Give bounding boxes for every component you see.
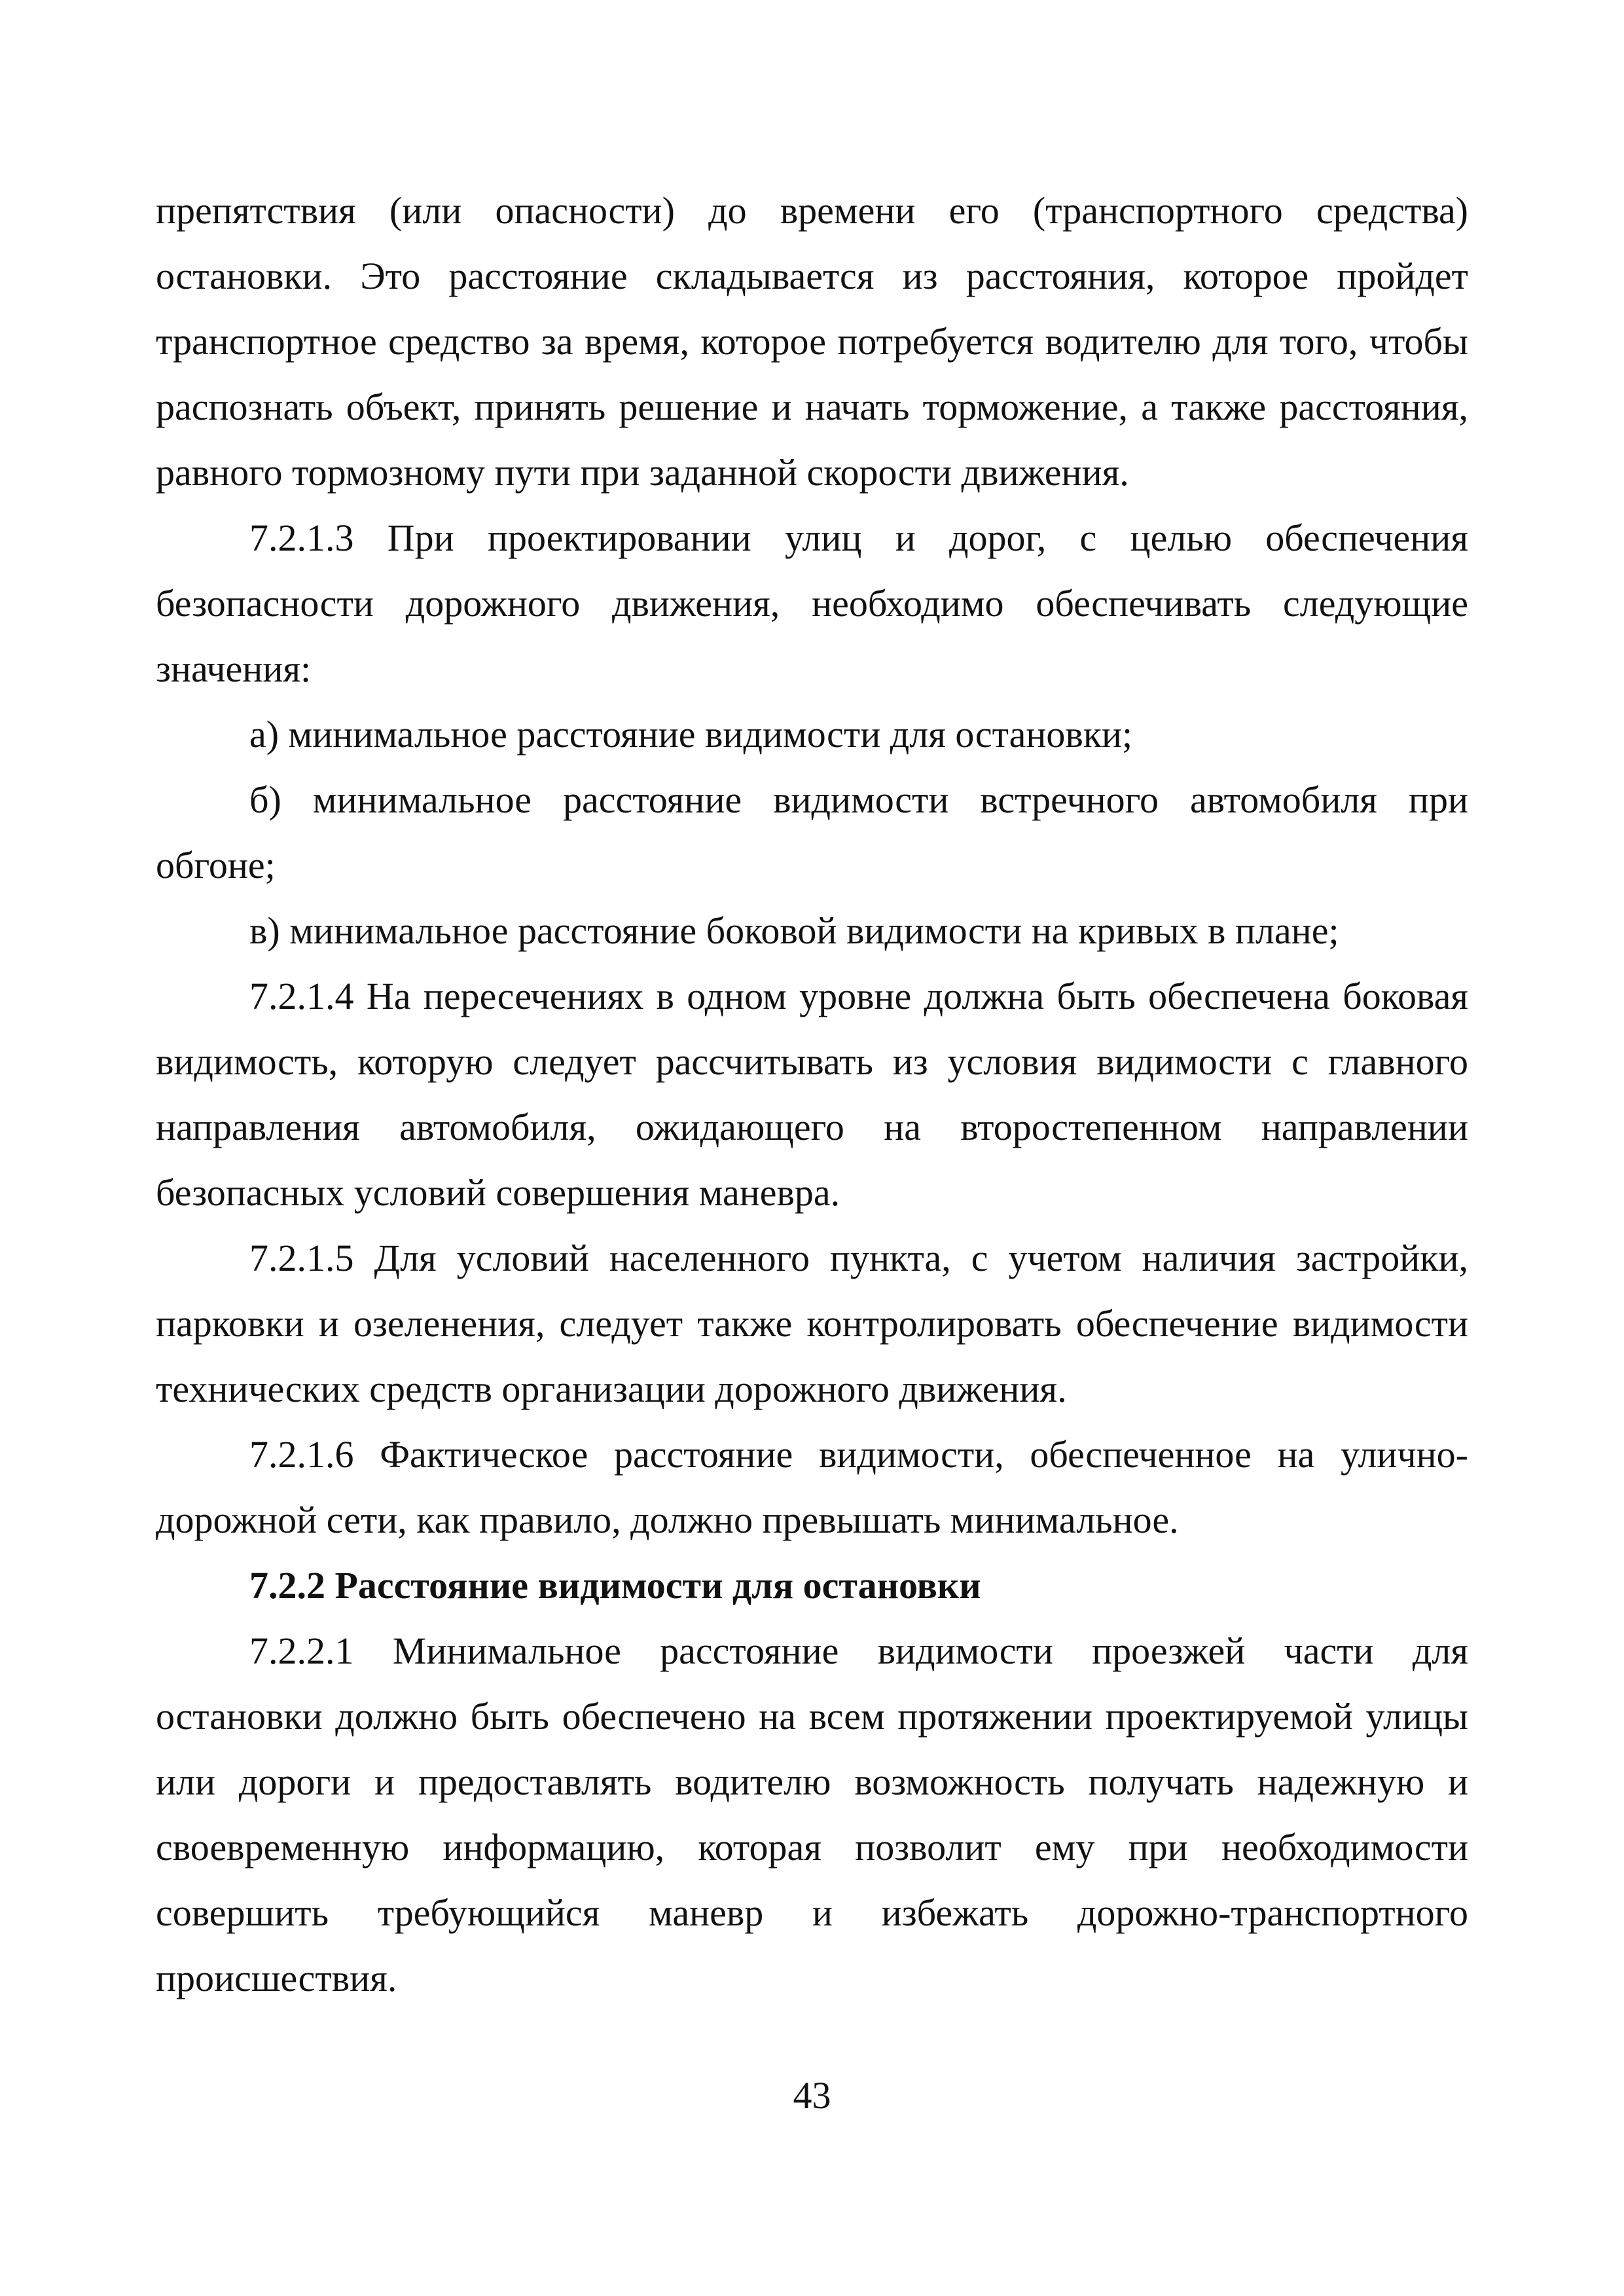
text-line: дорожной сети, как правило, должно превышать минимальное. <box>156 1499 1179 1541</box>
paragraph-7-2-2-1-line: 7.2.2.1 Минимальное расстояние видимости проезжей части для <box>249 1630 1468 1672</box>
text-line: препятствия (или опасности) до времени его (транспортного средства) <box>156 189 1468 232</box>
text-line: своевременную информацию, которая позволит ему при необходимости <box>156 1826 1468 1868</box>
list-item-c: в) минимальное расстояние боковой видимости на кривых в плане; <box>249 909 1339 952</box>
paragraph-7-2-1-3-line: 7.2.1.3 При проектировании улиц и дорог, с целью обеспечения <box>249 517 1468 559</box>
text-line: или дороги и предоставлять водителю возможность получать надежную и <box>156 1760 1468 1803</box>
text-line: происшествия. <box>156 1957 397 1999</box>
document-body <box>156 178 1468 2011</box>
list-item-b: б) минимальное расстояние видимости встречного автомобиля при <box>249 778 1468 821</box>
paragraph-7-2-1-6-line: 7.2.1.6 Фактическое расстояние видимости, обеспеченное на улично- <box>249 1433 1468 1476</box>
page-number: 43 <box>793 2074 831 2117</box>
text-line: распознать объект, принять решение и начать торможение, а также расстояния, <box>156 386 1468 428</box>
text-line: равного тормозному пути при заданной скорости движения. <box>156 451 1129 494</box>
list-item-a: а) минимальное расстояние видимости для остановки; <box>249 713 1133 756</box>
text-line: технических средств организации дорожного движения. <box>156 1368 1067 1410</box>
text-line: парковки и озеленения, следует также контролировать обеспечение видимости <box>156 1302 1468 1345</box>
text-line: остановки должно быть обеспечено на всем протяжении проектируемой улицы <box>156 1695 1468 1738</box>
text-line: значения: <box>156 647 312 690</box>
section-heading-7-2-2: 7.2.2 Расстояние видимости для остановки <box>249 1564 981 1607</box>
text-line: совершить требующийся маневр и избежать дорожно-транспортного <box>156 1891 1468 1934</box>
paragraph-7-2-1-4-line: 7.2.1.4 На пересечениях в одном уровне должна быть обеспечена боковая <box>249 975 1468 1017</box>
text-line: видимость, которую следует рассчитывать из условия видимости с главного <box>156 1040 1468 1083</box>
text-line: обгоне; <box>156 844 276 886</box>
text-line: транспортное средство за время, которое потребуется водителю для того, чтобы <box>156 320 1468 363</box>
text-line: безопасных условий совершения маневра. <box>156 1171 840 1214</box>
text-line: остановки. Это расстояние складывается из расстояния, которое пройдет <box>156 255 1468 297</box>
text-line: направления автомобиля, ожидающего на второстепенном направлении <box>156 1106 1468 1148</box>
text-line: безопасности дорожного движения, необходимо обеспечивать следующие <box>156 582 1468 625</box>
paragraph-7-2-1-5-line: 7.2.1.5 Для условий населенного пункта, с учетом наличия застройки, <box>249 1237 1468 1279</box>
